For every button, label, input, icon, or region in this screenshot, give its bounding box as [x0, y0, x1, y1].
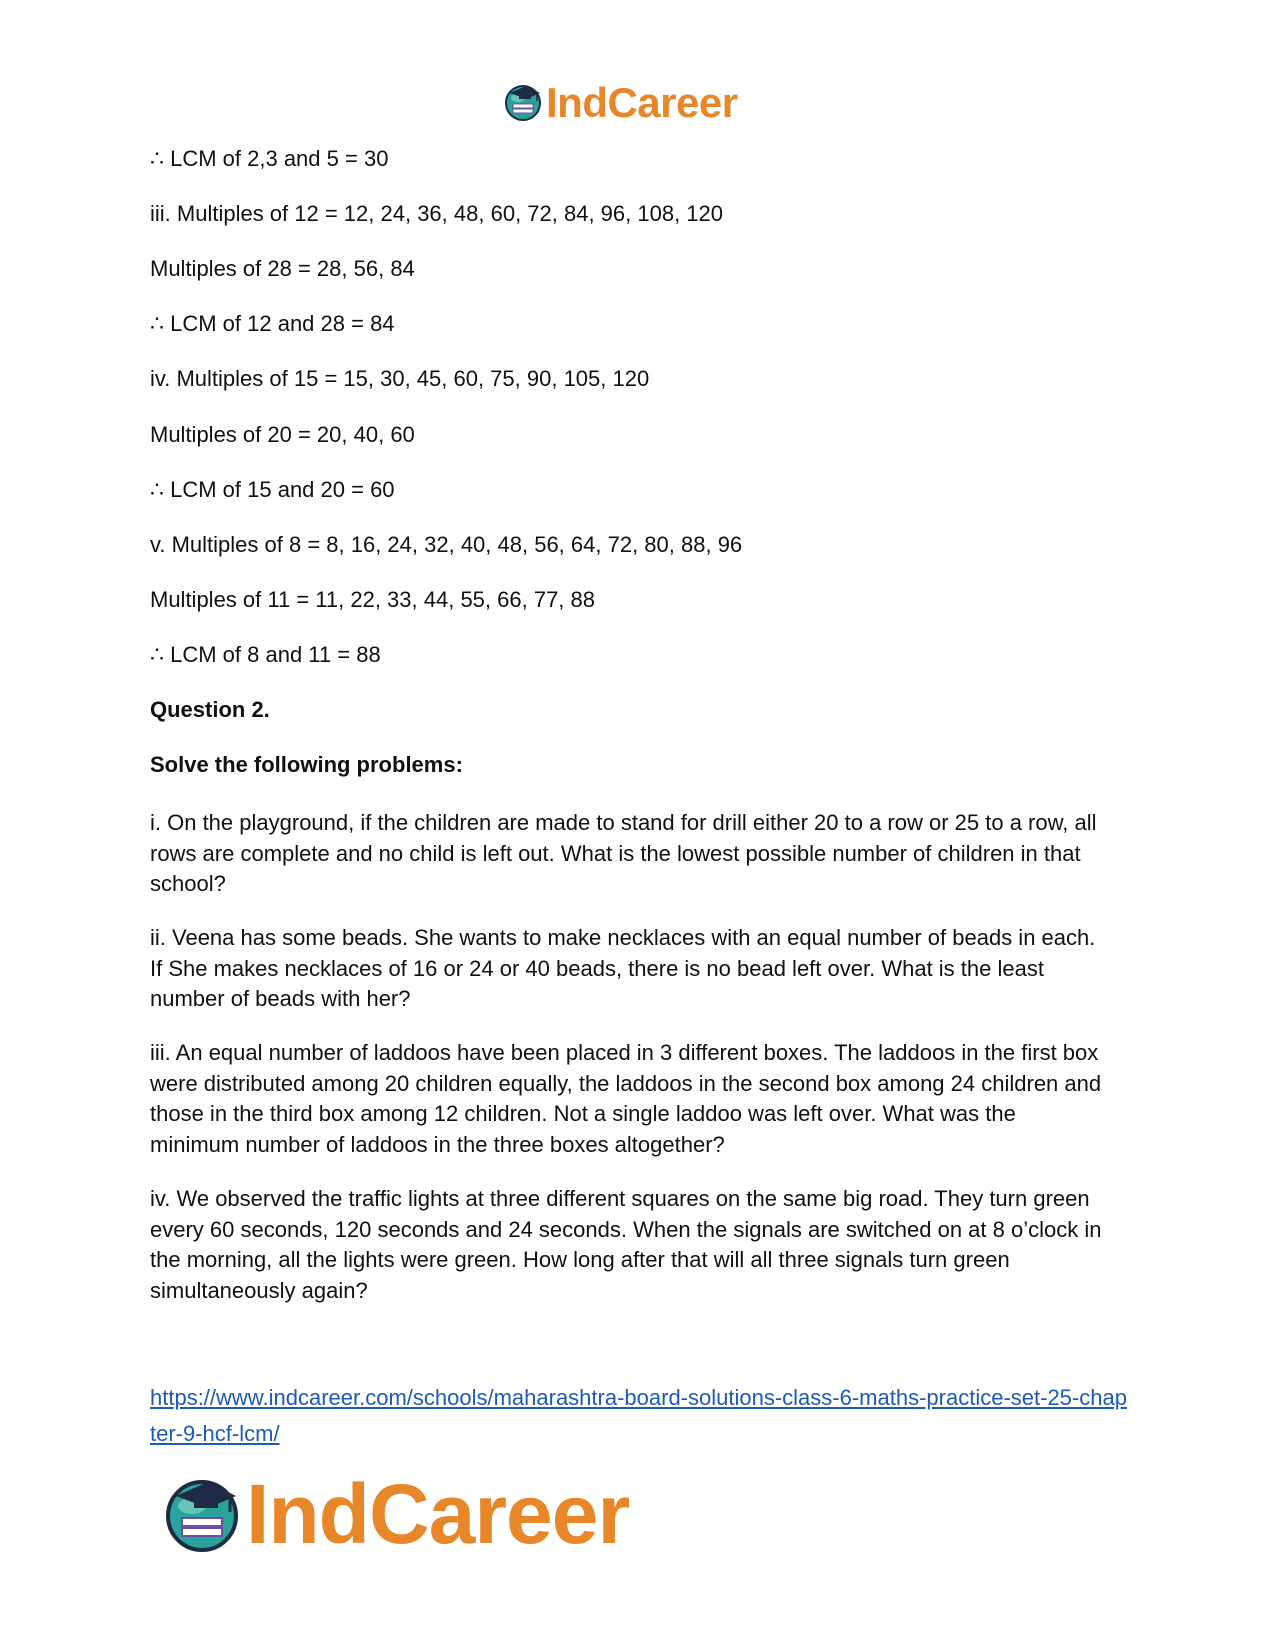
problem-paragraph: i. On the playground, if the children are made to stand for drill either 20 to a row or 25 to a row, all rows are complete and no child is left out. What is the lowest possible number of children in that school? — [150, 810, 1097, 896]
footer-logo — [160, 1468, 629, 1560]
text-line: Multiples of 20 = 20, 40, 60 — [150, 422, 415, 447]
source-link[interactable]: https://www.indcareer.com/schools/maharashtra-board-solutions-class-6-maths-practice-set-25-chapter-9-hcf-lcm/ — [150, 1385, 1127, 1446]
header-logo — [502, 80, 738, 126]
question-heading: Question 2. — [150, 697, 270, 722]
problem-paragraph: ii. Veena has some beads. She wants to make necklaces with an equal number of beads in each. If She makes necklaces of 16 or 24 or 40 beads, there is no bead left over. What is the least number of beads with her? — [150, 925, 1096, 1011]
graduation-cap-globe-icon — [160, 1470, 244, 1559]
text-line: Multiples of 11 = 11, 22, 33, 44, 55, 66, 77, 88 — [150, 587, 595, 612]
text-line: ∴ LCM of 8 and 11 = 88 — [150, 642, 381, 667]
problem-paragraph: iv. We observed the traffic lights at three different squares on the same big road. They turn green every 60 seconds, 120 seconds and 24 seconds. When the signals are switched on at 8 o’clock in the morning, all the lights were green. How long after that will all three signals turn green simultaneously again? — [150, 1186, 1102, 1303]
logo-wordmark: IndCareer — [546, 79, 738, 126]
text-line: ∴ LCM of 12 and 28 = 84 — [150, 311, 395, 336]
text-line: v. Multiples of 8 = 8, 16, 24, 32, 40, 48, 56, 64, 72, 80, 88, 96 — [150, 532, 743, 557]
text-line: ∴ LCM of 15 and 20 = 60 — [150, 477, 395, 502]
text-line: iii. Multiples of 12 = 12, 24, 36, 48, 60, 72, 84, 96, 108, 120 — [150, 201, 724, 226]
problem-paragraph: iii. An equal number of laddoos have been placed in 3 different boxes. The laddoos in the first box were distributed among 20 children equally, the laddoos in the second box among 24 children and those in the third box among 12 children. Not a single laddoo was left over. What was the minimum number of laddoos in the three boxes altogether? — [150, 1040, 1102, 1157]
instruction-heading: Solve the following problems: — [150, 752, 463, 777]
text-line: ∴ LCM of 2,3 and 5 = 30 — [150, 146, 389, 171]
logo-wordmark: IndCareer — [246, 1467, 630, 1561]
text-line: Multiples of 28 = 28, 56, 84 — [150, 256, 415, 281]
text-line: iv. Multiples of 15 = 15, 30, 45, 60, 75, 90, 105, 120 — [150, 366, 650, 391]
graduation-cap-globe-icon — [502, 80, 544, 127]
